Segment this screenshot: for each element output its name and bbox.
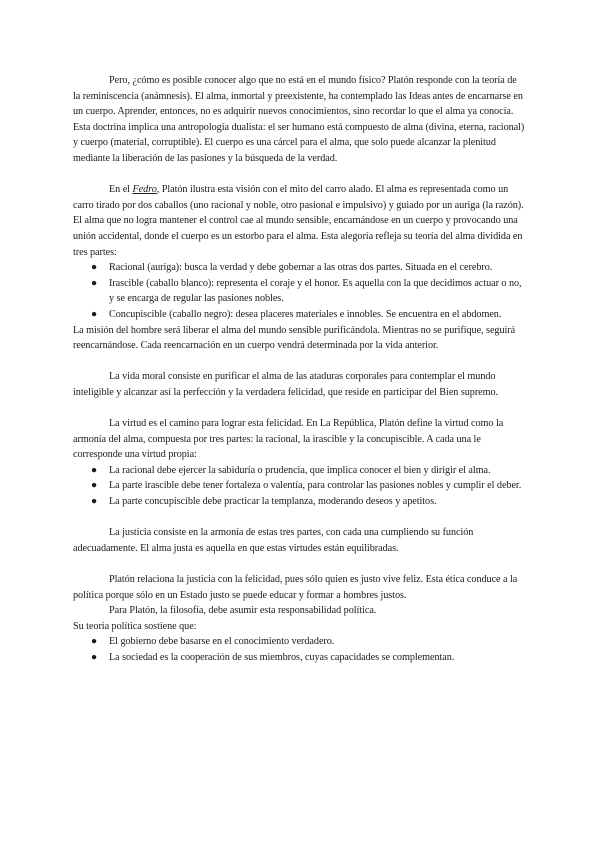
list-item-text: Concupiscible (caballo negro): desea placeres materiales e innobles. Se encuentra en el abdomen. <box>109 308 502 320</box>
paragraph-fedro-start: En el <box>109 184 133 196</box>
bullet-icon: ● <box>90 262 98 274</box>
list-item <box>73 478 525 494</box>
list-item-text: Irascible (caballo blanco): representa el coraje y el honor. Es aquella con la que decidimos actuar o no, y se encarga de regular las pasiones nobles. <box>109 277 522 305</box>
paragraph-moral-life: La vida moral consiste en purificar el alma de las ataduras corporales para contemplar el mundo inteligible y alcanzar así la perfección y la verdadera felicidad, que reside en participar del Bien supremo. <box>73 371 499 398</box>
paragraph-virtue: La virtud es el camino para lograr esta felicidad. En La República, Platón define la virtud como la armonía del alma, compuesta por tres partes: la racional, la irascible y la concupiscible. A cada una le corresponde una virtud propia: <box>73 418 504 461</box>
paragraph-justice-happiness: Platón relaciona la justicia con la felicidad, pues sólo quien es justo vive feliz. Esta ética conduce a la política porque sólo en un Estado justo se puede educar y formar a hombres justos. <box>73 574 518 601</box>
list-item <box>73 494 525 510</box>
document-body <box>73 73 525 666</box>
list-item-text: La parte irascible debe tener fortaleza o valentía, para controlar las pasiones nobles y cumplir el deber. <box>109 480 522 492</box>
list-item <box>73 463 525 479</box>
list-item <box>73 634 525 650</box>
list-item <box>73 276 525 307</box>
bullet-icon: ● <box>90 651 98 663</box>
list-item-text: Racional (auriga): busca la verdad y debe gobernar a las otras dos partes. Situada en el cerebro. <box>109 262 493 274</box>
list-item-text: La parte concupiscible debe practicar la templanza, moderando deseos y apetitos. <box>109 496 437 508</box>
paragraph-philosophy-politics: Para Platón, la filosofía, debe asumir esta responsabilidad política. <box>109 605 377 617</box>
bullet-icon: ● <box>90 636 98 648</box>
virtues-list <box>73 463 525 510</box>
paragraph-gap <box>73 510 525 526</box>
paragraph-mission: La misión del hombre será liberar el alma del mundo sensible purificándola. Mientras no se purifique, seguirá reencarnándose. Cada reencarnación en un cuerpo vendrá determinada por la vida anterior. <box>73 324 516 352</box>
paragraph-gap <box>73 167 525 183</box>
list-item <box>73 650 525 666</box>
paragraph-gap <box>73 400 525 416</box>
politics-list <box>73 634 525 665</box>
paragraph-justice: La justicia consiste en la armonía de estas tres partes, con cada una cumpliendo su función adecuadamente. El alma justa es aquella en que estas virtudes están equilibradas. <box>73 527 474 554</box>
soul-parts-list <box>73 260 525 322</box>
paragraph-reminiscence: Pero, ¿cómo es posible conocer algo que no está en el mundo físico? Platón responde con la teoría de la reminiscencia (anámnesis). El alma, inmortal y preexistente, ha contemplado las Ideas antes de encarnarse en un cuerpo. Aprender, entonces, no es adquirir nuevos conocimientos, sino recordar lo que el alma ya conocía. Esta doctrina implica una antropología dualista: el ser humano está compuesto de alma (divina, eterna, racional) y cuerpo (material, corruptible). El cuerpo es una cárcel para el alma, que solo puede alcanzar la plenitud mediante la liberación de las pasiones y la búsqueda de la verdad. <box>73 75 525 164</box>
bullet-icon: ● <box>90 496 98 508</box>
fedro-link[interactable]: Fedro <box>132 184 157 196</box>
list-item-text: El gobierno debe basarse en el conocimiento verdadero. <box>109 636 335 648</box>
list-item <box>73 307 525 323</box>
bullet-icon: ● <box>90 277 98 289</box>
paragraph-fedro <box>73 182 525 260</box>
bullet-icon: ● <box>90 480 98 492</box>
bullet-icon: ● <box>90 308 98 320</box>
bullet-icon: ● <box>90 464 98 476</box>
paragraph-fedro-rest: , Platón ilustra esta visión con el mito del carro alado. El alma es representada como un carro tirado por dos caballos (uno racional y noble, otro pasional e impulsivo) y guiado por un auriga (la razón). El alma que no logra mantener el control cae al mundo sensible, encarnándose en un cuerpo y provocando una unión accidental, donde el cuerpo es un estorbo para el alma. Esta alegoría refleja su teoría del alma dividida en tres partes: <box>73 184 524 258</box>
paragraph-political-theory: Su teoría política sostiene que: <box>73 620 197 632</box>
paragraph-gap <box>73 556 525 572</box>
list-item-text: La racional debe ejercer la sabiduría o prudencia, que implica conocer el bien y dirigir el alma. <box>109 464 491 476</box>
paragraph-gap <box>73 354 525 370</box>
list-item <box>73 260 525 276</box>
list-item-text: La sociedad es la cooperación de sus miembros, cuyas capacidades se complementan. <box>109 651 455 663</box>
